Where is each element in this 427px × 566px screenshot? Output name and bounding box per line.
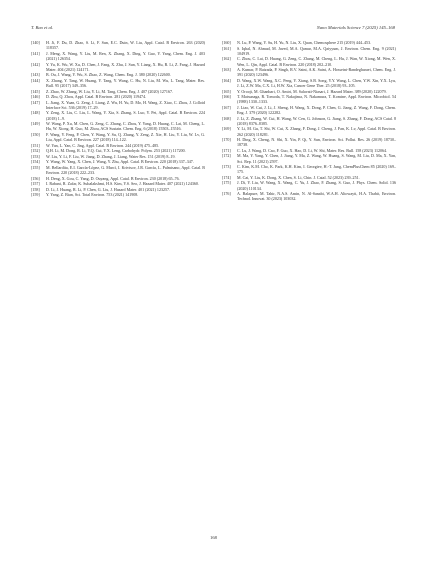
reference-entry [222, 94, 396, 104]
reference-number: [159] [31, 192, 40, 198]
reference-entry [222, 180, 396, 190]
reference-entry [222, 153, 396, 163]
reference-number: [142] [31, 61, 40, 67]
reference-number: [168] [222, 115, 231, 121]
reference-text: W. Wang, P. Xu, M. Chen, G. Zeng, C. Zhang, C. Zhou, Y. Yang, D. Huang, C. Lai, M. Cheng, L. Hu, W. Xiong, H. Guo, M. Zhou, ACS Sustain. Chem. Eng. 6 (2018) 15503–15516. [46, 121, 205, 132]
reference-text: M. Bellardita, E.I. García-López, G. Marcì, I. Krivtsov, J.R. García, L. Palmisano, Appl. Catal. B Environ. 220 (2018) 222–233. [46, 164, 205, 176]
reference-text: D. Zhu, Q. Zhou, Appl. Catal. B Environ. 281 (2020) 119474. [46, 94, 147, 100]
reference-text: D. Wang, X.W. Wang, X.C. Peng, Y. Xiang, S.B. Song, Y.Y. Wang, L. Chen, Y.W. Xin, Y.X. Lyu, J. Li, Z.W. Ma, C.X. Li, H.W. Xia, Cancer Gene Ther. 25 (2018) 93–105. [237, 77, 396, 88]
references-column-right [222, 40, 396, 202]
reference-entry [31, 110, 205, 120]
reference-text: M. Cai, Y. Liu, K. Dong, X. Chen, S. Li, Chin. J. Catal. 52 (2023) 239–251. [237, 174, 360, 180]
reference-number: [155] [31, 164, 40, 170]
reference-entry [31, 62, 205, 72]
reference-number: [173] [222, 164, 231, 170]
reference-entry [222, 46, 396, 56]
reference-entry [31, 94, 205, 99]
reference-text: H. Ding, X. Cheng, N. Shi, X. Yin, P. Qi, Y. Sun, Environ. Sci. Pollut. Res. 26 (2019) 18730–18738. [237, 137, 396, 148]
reference-number: [160] [222, 40, 231, 45]
reference-entry [31, 192, 205, 197]
reference-entry [31, 100, 205, 110]
reference-text: J. Li, Z. Zhang, W. Cui, H. Wang, W. Cen, G. Johnson, G. Jiang, S. Zhang, F. Dong, ACS Catal. 8 (2018) 8376–8385. [237, 115, 396, 126]
reference-text: A. Kumar, P. Raizada, P. Singh, R.V. Saini, A.K. Saini, A. Hosseini-Bandegharaei, Chem. Eng. J. 391 (2020) 123496. [237, 67, 396, 78]
reference-number: [145] [31, 88, 40, 94]
reference-text: J. Liao, W. Cui, J. Li, J. Sheng, H. Wang, X. Dong, P. Chen, G. Jiang, Z. Wang, F. Dong, Chem. Eng. J. 379 (2020) 122282. [237, 104, 396, 116]
reference-number: [175] [222, 180, 231, 186]
reference-entry [222, 67, 396, 77]
reference-entry [31, 51, 205, 61]
reference-number: [149] [31, 121, 40, 127]
reference-text: Y. Orooji, M. Ghanbari, O. Amiri, M. Salavati-Niasari, J. Hazard Mater. 389 (2020) 122079. [237, 88, 387, 94]
reference-text: C. Lu, J. Wang, D. Cao, F. Guo, X. Hao, D. Li, W. Shi, Mater. Res. Bull. 158 (2023) 112064. [237, 147, 388, 153]
reference-entry [31, 121, 205, 131]
reference-entry [31, 181, 205, 186]
reference-text: Q.H. Li, M. Dong, R. Li, Y.Q. Cui, Y.X. Leng, Carbohydr. Polym. 253 (2021) 117200. [46, 148, 186, 154]
reference-entry [222, 164, 396, 174]
reference-number: [164] [222, 77, 231, 83]
reference-text: W. Liu, Y. Li, F. Liu, W. Jiang, D. Zhang, J. Liang, Water Res. 151 (2019) 8–19. [46, 153, 176, 159]
reference-number: [162] [222, 56, 231, 62]
reference-text: Y. Yang, Z. Bian, Sci. Total Environ. 753 (2021) 141908. [46, 192, 139, 198]
page-number: 168 [210, 535, 217, 540]
reference-text: X. Zhang, Y. Tang, W. Huang, Y. Tang, Y. Wang, C. Hu, N. Liu, M. Wu, L. Tang, Mater. Res. Bull. 95 (2017) 349–356. [46, 77, 205, 88]
reference-text: M. Ma, Y. Yang, Y. Chen, J. Jiang, Y. Ma, Z. Wang, W. Huang, S. Wang, M. Liu, D. Ma, X. Yan, Sci. Rep. 11 (2021) 2597. [237, 153, 396, 164]
reference-entry [222, 175, 396, 180]
reference-text: I. Rabani, R. Zafar, K. Subalakshmi, H.S. Kim, Y.S. Seo, J. Hazard Mater. 407 (2021) 124360. [46, 181, 199, 187]
reference-number: [174] [222, 174, 231, 180]
reference-text: J. Meng, X. Wang, Y. Liu, M. Ren, X. Zhang, X. Ding, Y. Guo, Y. Yang, Chem. Eng. J. 403 (2021) 126354. [46, 50, 205, 61]
reference-entry [31, 148, 205, 153]
reference-text: D. Li, J. Huang, R. Li, P. Chen, G. Liu, J. Hazard Mater. 401 (2021) 123257. [46, 186, 171, 192]
reference-entry [222, 116, 396, 126]
reference-entry [31, 132, 205, 142]
reference-number: [152] [31, 148, 40, 154]
references-column-left [31, 40, 205, 198]
reference-text: C. Zhou, C. Lai, D. Huang, G. Zeng, C. Zhang, M. Cheng, L. Hu, J. Wan, W. Xiong, M. Wen, X. Wen, L. Qin, Appl. Catal. B Environ. 220 (2018) 202–210. [237, 56, 396, 67]
reference-number: [148] [31, 110, 40, 116]
reference-number: [154] [31, 159, 40, 165]
reference-text: H. Deng, X. Gou, C. Yang, D. Ouyang, Appl. Catal. B Environ. 230 (2018) 65–76. [46, 175, 180, 181]
reference-entry [31, 165, 205, 175]
reference-text: W. Yan, L. Yan, C. Jing, Appl. Catal. B Environ. 244 (2019) 475–485. [46, 142, 160, 148]
reference-number: [172] [222, 153, 231, 159]
reference-entry [31, 176, 205, 181]
reference-entry [31, 78, 205, 88]
reference-entry [31, 40, 205, 50]
reference-text: Y. Yu, K. Wu, W. Xu, D. Chen, J. Fang, X. Zhu, J. Sun, Y. Liang, X. Hu, R. Li, Z. Fang, J. Hazard Mater. 404 (2021) 124171. [46, 61, 205, 72]
reference-number: [165] [222, 88, 231, 94]
reference-number: [147] [31, 99, 40, 105]
reference-entry [31, 154, 205, 159]
reference-number: [176] [222, 191, 231, 197]
reference-number: [166] [222, 94, 231, 100]
reference-text: Y. Li, M. Gu, T. Shi, W. Cui, X. Zhang, F. Dong, J. Cheng, J. Fan, K. Lv, Appl. Catal. B Environ. 262 (2020) 118281. [237, 126, 396, 137]
running-header-authors: T. Bao et al. [31, 25, 54, 30]
reference-number: [161] [222, 45, 231, 51]
reference-entry [222, 105, 396, 115]
reference-entry [31, 89, 205, 94]
reference-number: [169] [222, 126, 231, 132]
reference-text: Z. Zhao, W. Zhang, W. Liu, Y. Li, M. Tang, Chem. Eng. J. 407 (2020) 127167. [46, 88, 173, 94]
reference-entry [222, 148, 396, 153]
reference-entry [222, 40, 396, 45]
reference-number: [143] [31, 72, 40, 78]
reference-number: [151] [31, 142, 40, 148]
reference-entry [222, 126, 396, 136]
reference-entry [31, 143, 205, 148]
running-header-journal: Nano Materials Science 7 (2025) 145–168 [316, 25, 395, 30]
reference-number: [150] [31, 131, 40, 137]
reference-entry [31, 72, 205, 77]
reference-number: [170] [222, 137, 231, 143]
reference-number: [141] [31, 50, 40, 56]
reference-number: [146] [31, 94, 40, 100]
reference-text: S. Iqbal, N. Ahmad, M. Javed, M.A. Qamar, M.A. Qaiyyum, J. Environ. Chem. Eng. 9 (2021) 104919. [237, 45, 396, 56]
reference-number: [144] [31, 77, 40, 83]
reference-number: [163] [222, 67, 231, 73]
reference-entry [222, 56, 396, 66]
reference-text: J. Di, Y. Liu, W. Wang, X. Wang, C. Yu, J. Zhao, F. Zhang, S. Guo, J. Phys. Chem. Solid. 136 (2020) 110134. [237, 180, 396, 191]
reference-text: N. Lu, P. Wang, Y. Su, H. Yu, N. Liu, X. Quan, Chemosphere 215 (2019) 444–453. [237, 40, 372, 45]
reference-text: T. Matsunaga, R. Tomoda, T. Nakajima, N. Nakamura, T. Komine, Appl. Environ. Microbiol. 54 (1988) 1330–1333. [237, 94, 396, 105]
reference-number: [156] [31, 175, 40, 181]
reference-entry [31, 187, 205, 192]
reference-text: C. Kim, K.M. Cho, K. Park, K.H. Kim, I. Georgiev, H.-T. Jung, ChemPlusChem 85 (2020) 169–175. [237, 164, 396, 175]
reference-text: F. Wang, Y. Feng, P. Chen, Y. Wang, Y. Su, Q. Zhang, Y. Zeng, Z. Xie, H. Liu, Y. Liu, W. Lv, G. Liu, Appl. Catal. B Environ. 227 (2018) 114–122. [46, 131, 205, 143]
reference-text: B. Ou, J. Wang, Y. Wu, S. Zhao, Z. Wang, Chem. Eng. J. 380 (2020) 122600. [46, 72, 171, 78]
reference-number: [167] [222, 104, 231, 110]
reference-number: [171] [222, 147, 231, 153]
reference-text: H. Ji, F. Du, D. Zhao, S. Li, F. Sun, E.C. Duin, W. Liu, Appl. Catal. B Environ. 263 (2020) 118357. [46, 40, 205, 51]
reference-entry [222, 137, 396, 147]
reference-number: [153] [31, 153, 40, 159]
reference-text: Y. Wang, W. Yang, X. Chen, J. Wang, Y. Zhu, Appl. Catal. B Environ. 220 (2018) 337–347. [46, 159, 194, 165]
reference-text: A. Balapure, M. Tahir, N.A.S. Amin, N. Al-Sanabi, W.A.H. Altowayti, H.A. Thabit, Environ. Technol. Innovat. 30 (2023) 103032. [237, 191, 396, 202]
reference-text: Y. Zeng, X. Liu, C. Liu, L. Wang, Y. Xia, S. Zhang, S. Luo, Y. Pei, Appl. Catal. B Environ. 224 (2018) 1–9. [46, 110, 205, 121]
reference-text: L. Jiang, X. Yuan, G. Zeng, J. Liang, Z. Wu, H. Yu, D. Mo, H. Wang, Z. Xiao, C. Zhou, J. Colloid Interface Sci. 536 (2019) 17–29. [46, 99, 205, 110]
reference-number: [140] [31, 40, 40, 45]
reference-number: [157] [31, 181, 40, 187]
reference-entry [222, 78, 396, 88]
reference-number: [158] [31, 186, 40, 192]
reference-entry [222, 191, 396, 201]
reference-entry [222, 89, 396, 94]
reference-entry [31, 159, 205, 164]
